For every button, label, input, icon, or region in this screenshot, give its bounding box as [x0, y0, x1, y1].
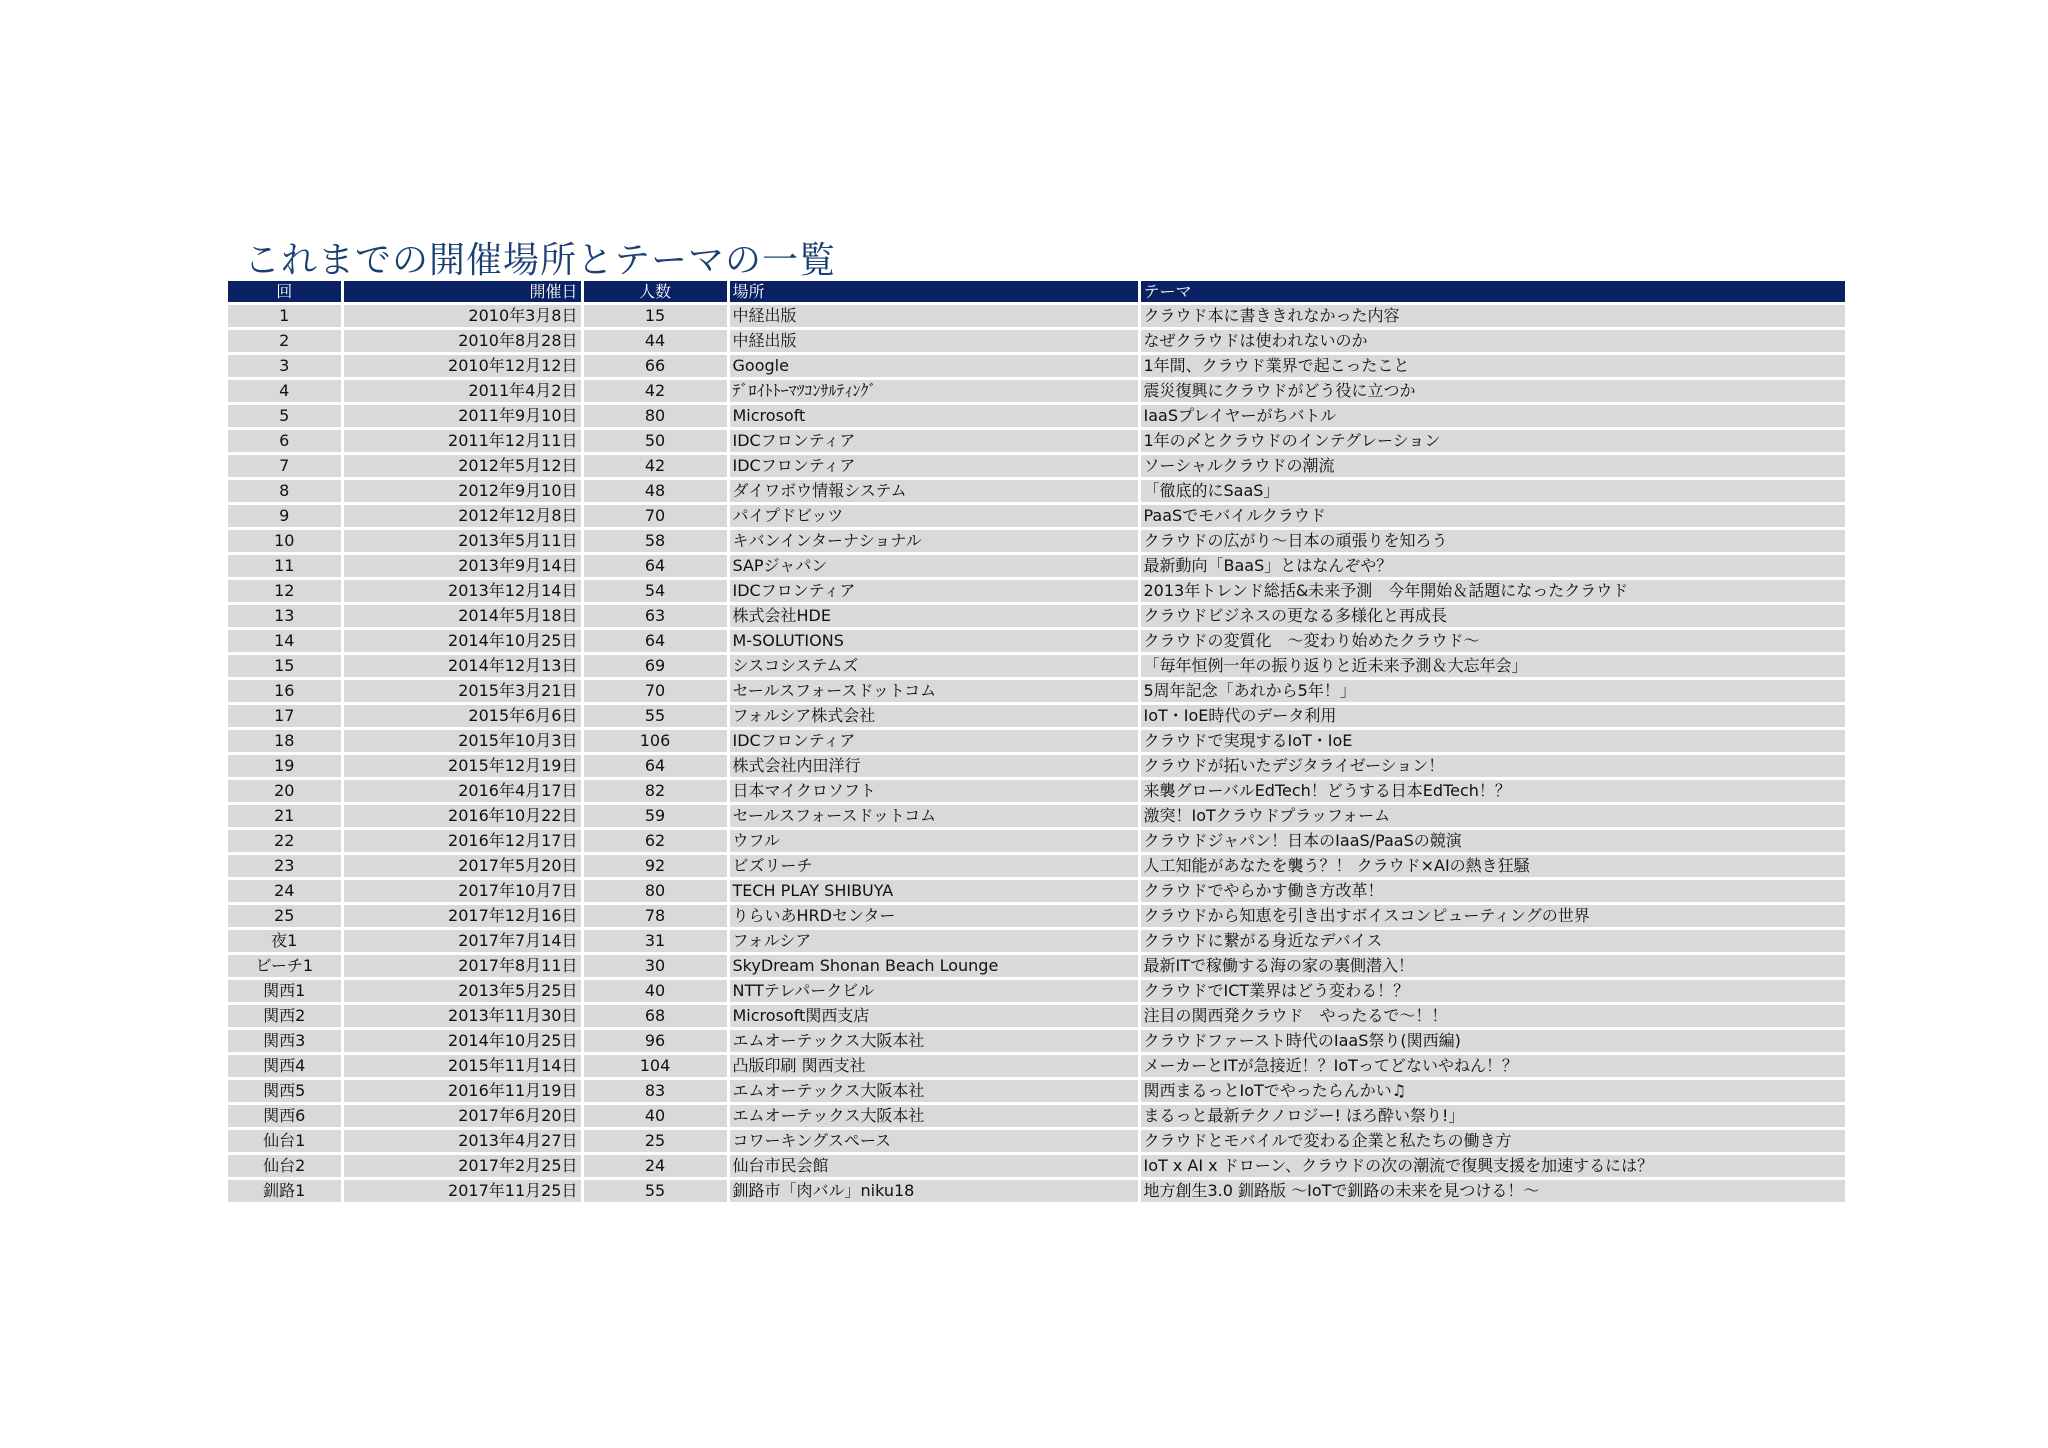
- cell-theme: 最新ITで稼働する海の家の裏側潜入！: [1139, 954, 1845, 979]
- cell-date: 2015年10月3日: [342, 729, 582, 754]
- cell-theme: 「毎年恒例一年の振り返りと近未来予測＆大忘年会」: [1139, 654, 1845, 679]
- cell-date: 2011年12月11日: [342, 429, 582, 454]
- cell-count: 30: [582, 954, 728, 979]
- cell-count: 31: [582, 929, 728, 954]
- cell-venue: 釧路市「肉バル」niku18: [728, 1179, 1139, 1203]
- cell-venue: 中経出版: [728, 329, 1139, 354]
- cell-date: 2016年11月19日: [342, 1079, 582, 1104]
- cell-venue: 株式会社内田洋行: [728, 754, 1139, 779]
- table-row: [228, 829, 1845, 854]
- table-row: [228, 1029, 1845, 1054]
- cell-date: 2013年4月27日: [342, 1129, 582, 1154]
- table-body: [228, 304, 1845, 1203]
- cell-count: 82: [582, 779, 728, 804]
- cell-count: 48: [582, 479, 728, 504]
- cell-no: 14: [228, 629, 342, 654]
- cell-venue: IDCフロンティア: [728, 579, 1139, 604]
- cell-count: 40: [582, 1104, 728, 1129]
- cell-no: 16: [228, 679, 342, 704]
- cell-theme: 1年間、クラウド業界で起こったこと: [1139, 354, 1845, 379]
- cell-date: 2017年11月25日: [342, 1179, 582, 1203]
- cell-no: 5: [228, 404, 342, 429]
- table-row: [228, 304, 1845, 329]
- cell-count: 24: [582, 1154, 728, 1179]
- table-row: [228, 529, 1845, 554]
- cell-venue: セールスフォースドットコム: [728, 679, 1139, 704]
- cell-no: 関西2: [228, 1004, 342, 1029]
- cell-date: 2016年10月22日: [342, 804, 582, 829]
- column-header-theme: テーマ: [1139, 281, 1845, 304]
- cell-venue: シスコシステムズ: [728, 654, 1139, 679]
- table-row: [228, 654, 1845, 679]
- cell-no: 10: [228, 529, 342, 554]
- cell-date: 2016年12月17日: [342, 829, 582, 854]
- table-row: [228, 879, 1845, 904]
- table-row: [228, 979, 1845, 1004]
- cell-no: 12: [228, 579, 342, 604]
- cell-count: 78: [582, 904, 728, 929]
- cell-count: 70: [582, 504, 728, 529]
- cell-no: ビーチ1: [228, 954, 342, 979]
- cell-theme: クラウドが拓いたデジタライゼーション！: [1139, 754, 1845, 779]
- cell-venue: ダイワボウ情報システム: [728, 479, 1139, 504]
- events-table: [228, 281, 1845, 1202]
- cell-date: 2012年12月8日: [342, 504, 582, 529]
- table-row: [228, 629, 1845, 654]
- column-header-venue: 場所: [728, 281, 1139, 304]
- cell-theme: まるっと最新テクノロジー! ほろ酔い祭り!」: [1139, 1104, 1845, 1129]
- cell-venue: ﾃﾞﾛｲﾄﾄｰﾏﾂｺﾝｻﾙﾃｨﾝｸﾞ: [728, 379, 1139, 404]
- cell-count: 59: [582, 804, 728, 829]
- table-row: [228, 1129, 1845, 1154]
- cell-date: 2017年8月11日: [342, 954, 582, 979]
- cell-theme: クラウドに繋がる身近なデバイス: [1139, 929, 1845, 954]
- cell-no: 1: [228, 304, 342, 329]
- column-header-count: 人数: [582, 281, 728, 304]
- table-row: [228, 329, 1845, 354]
- cell-date: 2014年10月25日: [342, 1029, 582, 1054]
- table-row: [228, 1104, 1845, 1129]
- cell-date: 2015年6月6日: [342, 704, 582, 729]
- cell-venue: TECH PLAY SHIBUYA: [728, 879, 1139, 904]
- cell-no: 関西3: [228, 1029, 342, 1054]
- table-row: [228, 379, 1845, 404]
- cell-no: 関西6: [228, 1104, 342, 1129]
- cell-venue: 凸版印刷 関西支社: [728, 1054, 1139, 1079]
- cell-date: 2017年5月20日: [342, 854, 582, 879]
- cell-theme: PaaSでモバイルクラウド: [1139, 504, 1845, 529]
- cell-venue: SAPジャパン: [728, 554, 1139, 579]
- table-row: [228, 1054, 1845, 1079]
- cell-count: 40: [582, 979, 728, 1004]
- cell-theme: クラウドとモバイルで変わる企業と私たちの働き方: [1139, 1129, 1845, 1154]
- cell-no: 23: [228, 854, 342, 879]
- cell-venue: NTTテレパークビル: [728, 979, 1139, 1004]
- cell-count: 25: [582, 1129, 728, 1154]
- cell-count: 58: [582, 529, 728, 554]
- cell-theme: クラウドで実現するIoT・IoE: [1139, 729, 1845, 754]
- cell-date: 2012年5月12日: [342, 454, 582, 479]
- table-row: [228, 1079, 1845, 1104]
- cell-count: 66: [582, 354, 728, 379]
- cell-no: 20: [228, 779, 342, 804]
- cell-no: 19: [228, 754, 342, 779]
- cell-theme: IaaSプレイヤーがちバトル: [1139, 404, 1845, 429]
- table-row: [228, 729, 1845, 754]
- cell-theme: クラウドの広がり～日本の頑張りを知ろう: [1139, 529, 1845, 554]
- cell-count: 68: [582, 1004, 728, 1029]
- cell-theme: 1年の〆とクラウドのインテグレーション: [1139, 429, 1845, 454]
- cell-date: 2015年11月14日: [342, 1054, 582, 1079]
- cell-venue: りらいあHRDセンター: [728, 904, 1139, 929]
- cell-date: 2010年3月8日: [342, 304, 582, 329]
- cell-no: 7: [228, 454, 342, 479]
- cell-theme: 来襲グローバルEdTech！どうする日本EdTech！？: [1139, 779, 1845, 804]
- cell-date: 2015年3月21日: [342, 679, 582, 704]
- table-row: [228, 579, 1845, 604]
- cell-venue: エムオーテックス大阪本社: [728, 1029, 1139, 1054]
- table-row: [228, 754, 1845, 779]
- table-row: [228, 604, 1845, 629]
- cell-no: 4: [228, 379, 342, 404]
- cell-theme: 5周年記念「あれから5年！」: [1139, 679, 1845, 704]
- cell-theme: クラウドビジネスの更なる多様化と再成長: [1139, 604, 1845, 629]
- cell-count: 80: [582, 404, 728, 429]
- cell-no: 11: [228, 554, 342, 579]
- cell-venue: セールスフォースドットコム: [728, 804, 1139, 829]
- cell-venue: フォルシア: [728, 929, 1139, 954]
- cell-theme: クラウドでやらかす働き方改革！: [1139, 879, 1845, 904]
- cell-theme: IoT・IoE時代のデータ利用: [1139, 704, 1845, 729]
- cell-no: 関西5: [228, 1079, 342, 1104]
- cell-date: 2013年5月25日: [342, 979, 582, 1004]
- cell-count: 42: [582, 454, 728, 479]
- cell-no: 2: [228, 329, 342, 354]
- table-row: [228, 1154, 1845, 1179]
- cell-theme: クラウドジャパン！日本のIaaS/PaaSの競演: [1139, 829, 1845, 854]
- cell-count: 63: [582, 604, 728, 629]
- cell-date: 2013年5月11日: [342, 529, 582, 554]
- cell-theme: クラウドの変質化 ～変わり始めたクラウド～: [1139, 629, 1845, 654]
- table-row: [228, 954, 1845, 979]
- cell-theme: クラウドファースト時代のIaaS祭り(関西編): [1139, 1029, 1845, 1054]
- cell-date: 2017年7月14日: [342, 929, 582, 954]
- cell-venue: M-SOLUTIONS: [728, 629, 1139, 654]
- cell-date: 2017年6月20日: [342, 1104, 582, 1129]
- table-row: [228, 1004, 1845, 1029]
- cell-count: 96: [582, 1029, 728, 1054]
- cell-no: 21: [228, 804, 342, 829]
- cell-venue: ウフル: [728, 829, 1139, 854]
- cell-date: 2017年10月7日: [342, 879, 582, 904]
- table-row: [228, 779, 1845, 804]
- cell-venue: キバンインターナショナル: [728, 529, 1139, 554]
- table-row: [228, 704, 1845, 729]
- cell-no: 15: [228, 654, 342, 679]
- cell-count: 62: [582, 829, 728, 854]
- cell-theme: メーカーとITが急接近！？IoTってどないやねん！？: [1139, 1054, 1845, 1079]
- cell-date: 2016年4月17日: [342, 779, 582, 804]
- cell-count: 42: [582, 379, 728, 404]
- table-row: [228, 454, 1845, 479]
- table-row: [228, 904, 1845, 929]
- cell-theme: IoT x AI x ドローン、クラウドの次の潮流で復興支援を加速するには？: [1139, 1154, 1845, 1179]
- table-row: [228, 929, 1845, 954]
- table-row: [228, 679, 1845, 704]
- cell-no: 13: [228, 604, 342, 629]
- cell-date: 2017年12月16日: [342, 904, 582, 929]
- cell-theme: ソーシャルクラウドの潮流: [1139, 454, 1845, 479]
- cell-venue: 中経出版: [728, 304, 1139, 329]
- cell-count: 50: [582, 429, 728, 454]
- cell-date: 2010年12月12日: [342, 354, 582, 379]
- table-row: [228, 1179, 1845, 1203]
- cell-date: 2011年4月2日: [342, 379, 582, 404]
- cell-theme: クラウド本に書ききれなかった内容: [1139, 304, 1845, 329]
- cell-date: 2015年12月19日: [342, 754, 582, 779]
- cell-date: 2011年9月10日: [342, 404, 582, 429]
- table-row: [228, 854, 1845, 879]
- cell-count: 64: [582, 754, 728, 779]
- cell-venue: Google: [728, 354, 1139, 379]
- cell-theme: クラウドから知恵を引き出すボイスコンピューティングの世界: [1139, 904, 1845, 929]
- cell-theme: 地方創生3.0 釧路版 ～IoTで釧路の未来を見つける！～: [1139, 1179, 1845, 1203]
- cell-date: 2013年12月14日: [342, 579, 582, 604]
- cell-theme: 「徹底的にSaaS」: [1139, 479, 1845, 504]
- cell-no: 25: [228, 904, 342, 929]
- cell-venue: IDCフロンティア: [728, 454, 1139, 479]
- cell-venue: IDCフロンティア: [728, 729, 1139, 754]
- cell-no: 24: [228, 879, 342, 904]
- cell-no: 仙台2: [228, 1154, 342, 1179]
- table-row: [228, 354, 1845, 379]
- cell-date: 2012年9月10日: [342, 479, 582, 504]
- cell-theme: 最新動向「BaaS」とはなんぞや？: [1139, 554, 1845, 579]
- cell-count: 64: [582, 554, 728, 579]
- table-row: [228, 404, 1845, 429]
- cell-venue: エムオーテックス大阪本社: [728, 1079, 1139, 1104]
- cell-theme: クラウドでICT業界はどう変わる！？: [1139, 979, 1845, 1004]
- cell-no: 8: [228, 479, 342, 504]
- cell-no: 関西1: [228, 979, 342, 1004]
- cell-theme: なぜクラウドは使われないのか: [1139, 329, 1845, 354]
- cell-no: 22: [228, 829, 342, 854]
- cell-count: 106: [582, 729, 728, 754]
- cell-venue: 日本マイクロソフト: [728, 779, 1139, 804]
- cell-venue: コワーキングスペース: [728, 1129, 1139, 1154]
- cell-date: 2010年8月28日: [342, 329, 582, 354]
- page-title: これまでの開催場所とテーマの一覧: [244, 240, 837, 281]
- cell-no: 6: [228, 429, 342, 454]
- cell-venue: 仙台市民会館: [728, 1154, 1139, 1179]
- cell-theme: 激突！IoTクラウドプラッフォーム: [1139, 804, 1845, 829]
- cell-no: 釧路1: [228, 1179, 342, 1203]
- cell-venue: フォルシア株式会社: [728, 704, 1139, 729]
- table-row: [228, 504, 1845, 529]
- column-header-date: 開催日: [342, 281, 582, 304]
- cell-count: 69: [582, 654, 728, 679]
- cell-date: 2013年9月14日: [342, 554, 582, 579]
- cell-venue: Microsoft関西支店: [728, 1004, 1139, 1029]
- cell-no: 17: [228, 704, 342, 729]
- cell-count: 64: [582, 629, 728, 654]
- cell-venue: 株式会社HDE: [728, 604, 1139, 629]
- cell-date: 2013年11月30日: [342, 1004, 582, 1029]
- cell-no: 仙台1: [228, 1129, 342, 1154]
- cell-no: 関西4: [228, 1054, 342, 1079]
- cell-venue: エムオーテックス大阪本社: [728, 1104, 1139, 1129]
- table-row: [228, 554, 1845, 579]
- cell-date: 2014年5月18日: [342, 604, 582, 629]
- cell-count: 55: [582, 704, 728, 729]
- cell-date: 2017年2月25日: [342, 1154, 582, 1179]
- cell-venue: SkyDream Shonan Beach Lounge: [728, 954, 1139, 979]
- cell-count: 44: [582, 329, 728, 354]
- cell-venue: パイプドビッツ: [728, 504, 1139, 529]
- cell-count: 104: [582, 1054, 728, 1079]
- cell-theme: 人工知能があなたを襲う？！ クラウド×AIの熱き狂騒: [1139, 854, 1845, 879]
- cell-no: 9: [228, 504, 342, 529]
- cell-no: 夜1: [228, 929, 342, 954]
- table-row: [228, 429, 1845, 454]
- cell-count: 92: [582, 854, 728, 879]
- table-header-row: [228, 281, 1845, 304]
- cell-count: 83: [582, 1079, 728, 1104]
- table-row: [228, 804, 1845, 829]
- cell-theme: 2013年トレンド総括&未来予測 今年開始＆話題になったクラウド: [1139, 579, 1845, 604]
- cell-date: 2014年12月13日: [342, 654, 582, 679]
- cell-count: 15: [582, 304, 728, 329]
- cell-no: 3: [228, 354, 342, 379]
- column-header-no: 回: [228, 281, 342, 304]
- events-table-container: [228, 281, 1845, 1202]
- cell-theme: 注目の関西発クラウド やったるで～！！: [1139, 1004, 1845, 1029]
- cell-theme: 関西まるっとIoTでやったらんかい♫: [1139, 1079, 1845, 1104]
- cell-date: 2014年10月25日: [342, 629, 582, 654]
- cell-count: 55: [582, 1179, 728, 1203]
- cell-count: 80: [582, 879, 728, 904]
- cell-count: 54: [582, 579, 728, 604]
- cell-venue: IDCフロンティア: [728, 429, 1139, 454]
- cell-venue: ビズリーチ: [728, 854, 1139, 879]
- table-row: [228, 479, 1845, 504]
- cell-venue: Microsoft: [728, 404, 1139, 429]
- cell-theme: 震災復興にクラウドがどう役に立つか: [1139, 379, 1845, 404]
- cell-no: 18: [228, 729, 342, 754]
- cell-count: 70: [582, 679, 728, 704]
